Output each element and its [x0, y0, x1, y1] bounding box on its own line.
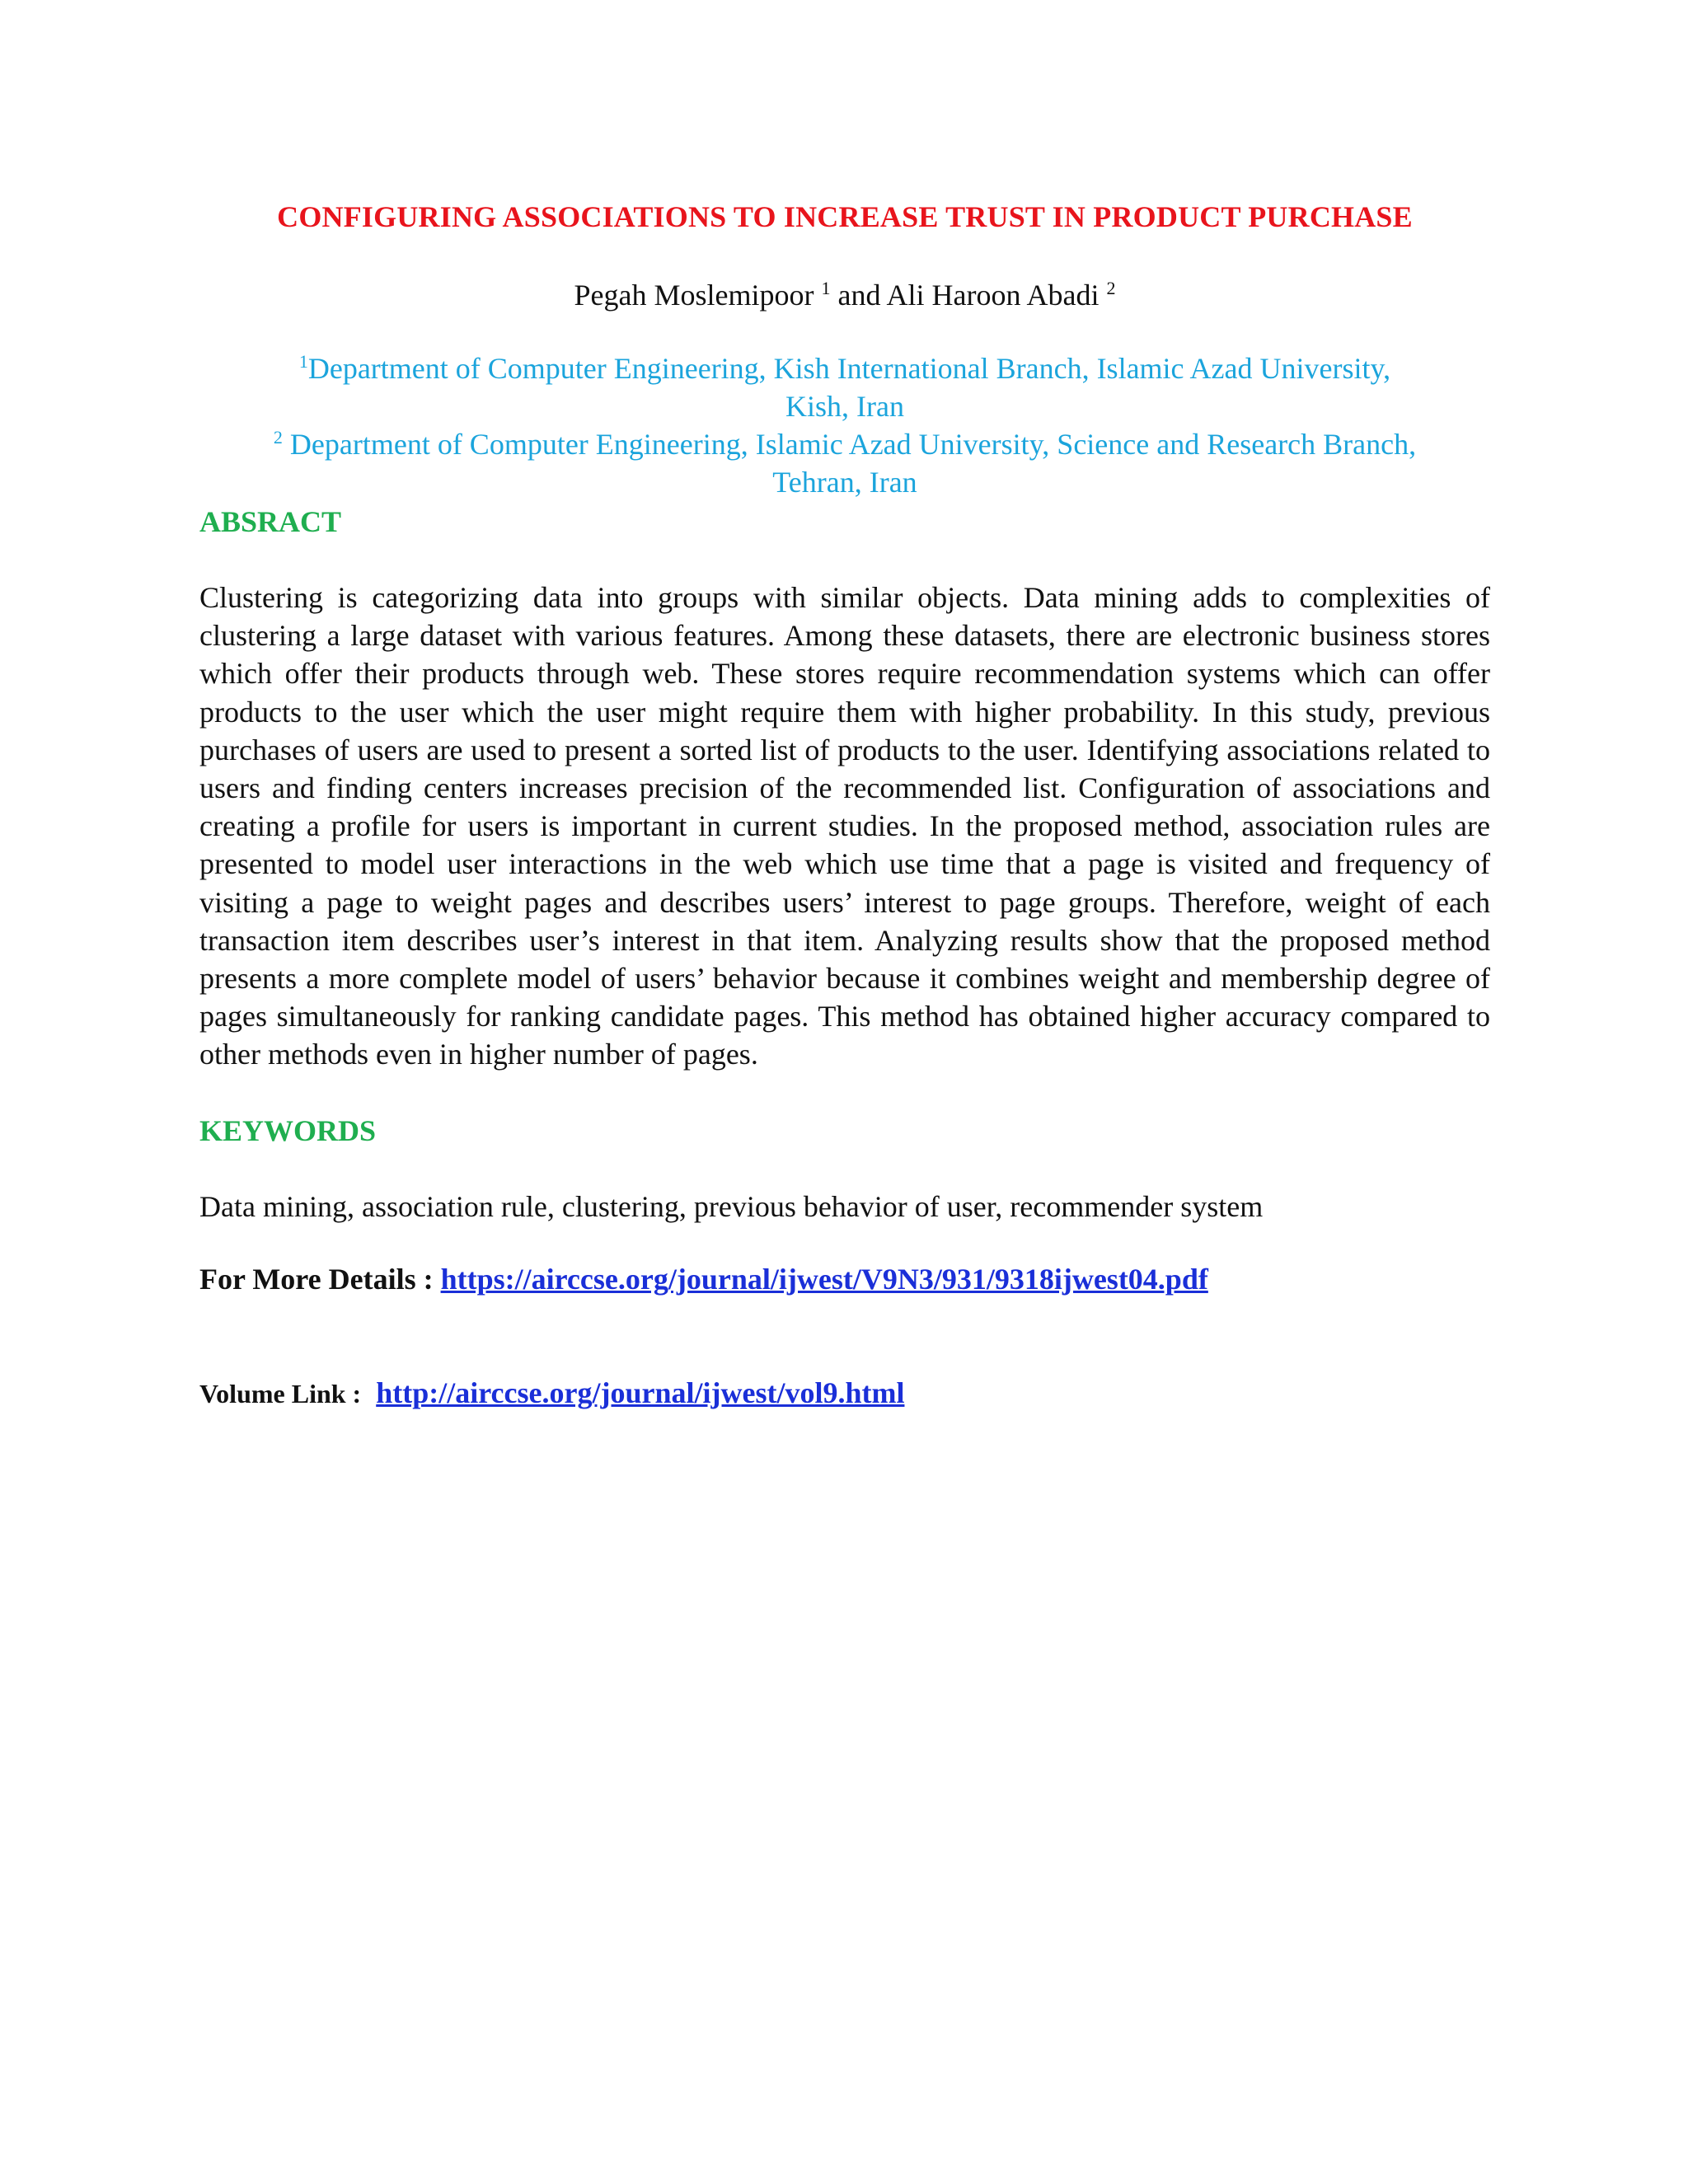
author-2-name: Ali Haroon Abadi [886, 279, 1100, 312]
author-2-affiliation-mark: 2 [1106, 278, 1116, 298]
volume-link-line [199, 1374, 1490, 1413]
abstract-heading: ABSRACT [199, 505, 342, 538]
paper-title: CONFIGURING ASSOCIATIONS TO INCREASE TRUST IN PRODUCT PURCHASE [277, 200, 1413, 233]
more-details-link[interactable]: https://airccse.org/journal/ijwest/V9N3/931/9318ijwest04.pdf [440, 1262, 1208, 1296]
affiliation-2-mark: 2 [273, 427, 283, 448]
affiliation-1-department: Department of Computer Engineering, Kish International Branch, Islamic Azad University, [307, 352, 1391, 385]
affiliation-1-mark: 1 [298, 351, 308, 372]
affiliation-2-line-1 [199, 425, 1490, 463]
affiliation-2 [199, 425, 1490, 501]
more-details-label: For More Details : [199, 1262, 434, 1296]
keywords-heading: KEYWORDS [199, 1113, 377, 1147]
keywords-text: Data mining, association rule, clustering, previous behavior of user, recommender system [199, 1189, 1264, 1223]
volume-link-label: Volume Link : [199, 1378, 362, 1408]
author-line [199, 277, 1490, 313]
affiliation-1 [199, 349, 1490, 425]
affiliation-1-location: Kish, Iran [785, 390, 904, 423]
affiliation-2-location: Tehran, Iran [772, 466, 917, 499]
author-conjunction: and [837, 279, 881, 312]
paper-content [199, 198, 1490, 1413]
volume-link[interactable]: http://airccse.org/journal/ijwest/vol9.html [376, 1376, 905, 1409]
more-details-line [199, 1260, 1490, 1298]
author-1-name: Pegah Moslemipoor [574, 279, 814, 312]
author-1-affiliation-mark: 1 [821, 278, 831, 298]
affiliation-1-line-1 [199, 349, 1490, 387]
affiliation-2-department: Department of Computer Engineering, Islamic Azad University, Science and Research Branch, [289, 428, 1417, 461]
affiliations [199, 349, 1490, 501]
abstract-text: Clustering is categorizing data into groups with similar objects. Data mining adds to complexities of clustering a large dataset with various features. Among these datasets, there are electronic business stores which offer their products through web. These stores require recommendation systems which can offer products to the user which the user might require them with higher probability. In this study, previous purchases of users are used to present a sorted list of products to the user. Identifying associations related to users and finding centers increases precision of the recommended list. Configuration of associations and creating a profile for users is important in current studies. In the proposed method, association rules are presented to model user interactions in the web which use time that a page is visited and frequency of visiting a page to weight pages and describes users’ interest to page groups. Therefore, weight of each transaction item describes user’s interest in that item. Analyzing results show that the proposed method presents a more complete model of users’ behavior because it combines weight and membership degree of pages simultaneously for ranking candidate pages. This method has obtained higher accuracy compared to other methods even in higher number of pages. [199, 581, 1490, 1071]
